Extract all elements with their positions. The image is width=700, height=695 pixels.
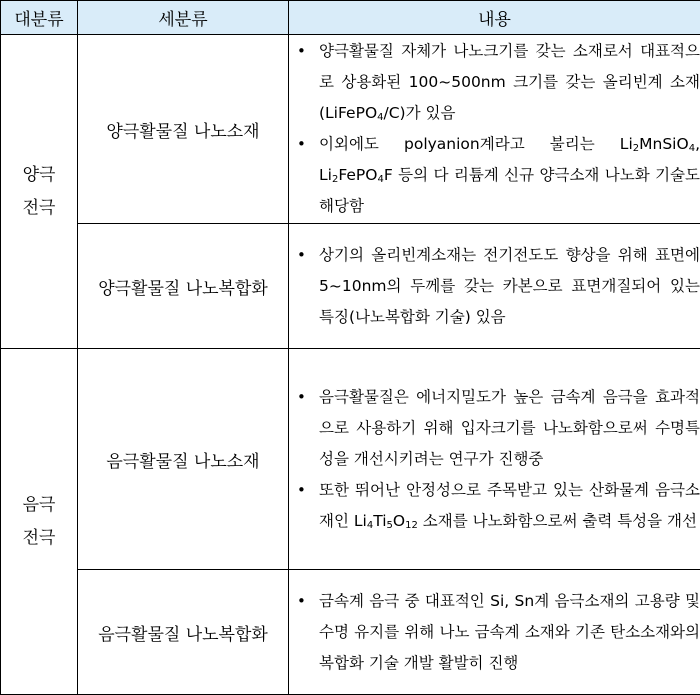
header-subcategory: 세분류 — [78, 1, 289, 35]
bullet-list — [289, 382, 700, 537]
category-label-line: 전극 — [1, 192, 77, 225]
bullet-item — [289, 240, 700, 333]
subscript-text: 12 — [405, 520, 418, 531]
bullet-text: /C)가 있음 — [384, 104, 456, 122]
bullet-item — [289, 475, 700, 537]
bullet-text: 양극활물질 자체가 나노크기를 갖는 소재로서 대표적으로 상용화된 100~500nm 크기를 갖는 올리빈계 소재(LiFePO — [319, 42, 700, 122]
subscript-text: 5 — [387, 520, 393, 531]
table-row — [1, 570, 700, 695]
bullet-item — [289, 36, 700, 129]
bullet-text: FePO — [338, 166, 377, 184]
subscript-text: 2 — [633, 143, 639, 154]
category-cell — [1, 349, 78, 695]
bullet-list — [289, 36, 700, 222]
subscript-text: 2 — [332, 174, 338, 185]
table-row — [1, 35, 700, 224]
bullet-text: 음극활물질은 에너지밀도가 높은 금속계 음극을 효과적으로 사용하기 위해 입자크기를 나노화함으로써 수명특성을 개선시키려는 연구가 진행중 — [319, 388, 700, 468]
header-content: 내용 — [289, 1, 700, 35]
subscript-text: 4 — [377, 112, 383, 123]
bullet-text: O — [393, 512, 405, 530]
bullet-text: 또한 뛰어난 안정성으로 주목받고 있는 산화물계 음극소재인 Li — [319, 481, 700, 530]
content-cell — [289, 35, 700, 224]
bullet-text: MnSiO — [639, 135, 689, 153]
bullet-text: 이외에도 polyanion계라고 불리는 Li — [319, 135, 633, 153]
bullet-icon: • — [297, 36, 306, 67]
subcategory-cell: 음극활물질 나노복합화 — [78, 570, 289, 695]
table-row — [1, 349, 700, 570]
bullet-item — [289, 382, 700, 475]
bullet-list — [289, 240, 700, 333]
header-major-category: 대분류 — [1, 1, 78, 35]
content-cell — [289, 224, 700, 349]
content-cell — [289, 570, 700, 695]
bullet-text: F 등의 다 리튬계 신규 양극소재 나노화 기술도 해당함 — [319, 166, 700, 215]
subcategory-cell: 음극활물질 나노소재 — [78, 349, 289, 570]
category-label-line: 음극 — [1, 489, 77, 522]
bullet-text: Ti — [373, 512, 386, 530]
bullet-icon: • — [297, 382, 306, 413]
category-label-line: 양극 — [1, 159, 77, 192]
bullet-list — [289, 586, 700, 679]
bullet-icon: • — [297, 475, 306, 506]
header-row — [1, 1, 700, 35]
subscript-text: 4 — [367, 520, 373, 531]
bullet-icon: • — [297, 129, 306, 160]
category-cell — [1, 35, 78, 349]
bullet-item — [289, 586, 700, 679]
content-cell — [289, 349, 700, 570]
subscript-text: 4 — [377, 174, 383, 185]
table-row — [1, 224, 700, 349]
subscript-text: 4 — [689, 143, 695, 154]
subcategory-cell: 양극활물질 나노복합화 — [78, 224, 289, 349]
bullet-text: 소재를 나노화함으로써 출력 특성을 개선 — [418, 512, 697, 530]
bullet-text: , Li — [319, 135, 700, 184]
subcategory-cell: 양극활물질 나노소재 — [78, 35, 289, 224]
bullet-icon: • — [297, 586, 306, 617]
category-label-line: 전극 — [1, 522, 77, 555]
bullet-text: 금속계 음극 중 대표적인 Si, Sn계 음극소재의 고용량 및 수명 유지를 위해 나노 금속계 소재와 기존 탄소소재와의 복합화 기술 개발 활발히 진행 — [319, 592, 700, 672]
bullet-icon: • — [297, 240, 306, 271]
bullet-text: 상기의 올리빈계소재는 전기전도도 향상을 위해 표면에 5~10nm의 두께를 갖는 카본으로 표면개질되어 있는 특징(나노복합화 기술) 있음 — [319, 246, 700, 326]
bullet-item — [289, 129, 700, 222]
